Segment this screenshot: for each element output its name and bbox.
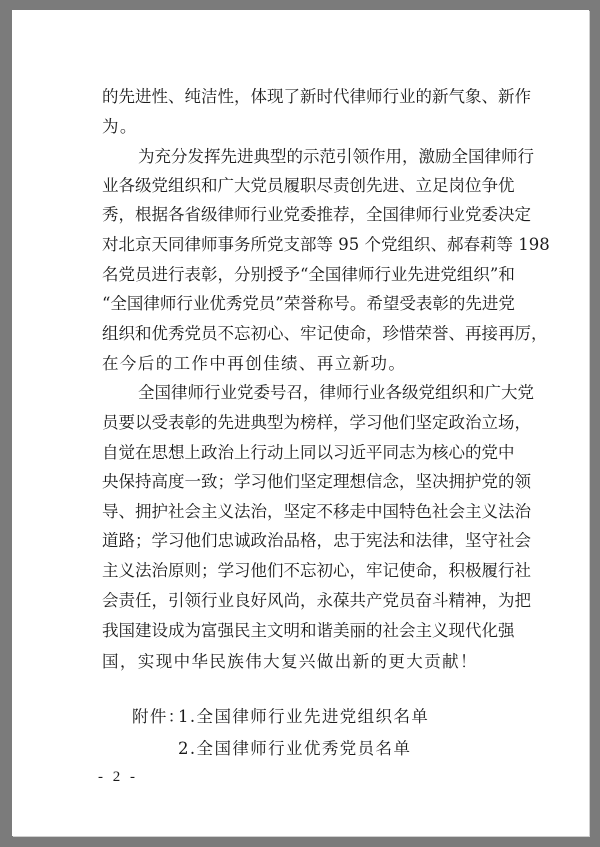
text-line: 在今后的工作中再创佳绩、再立新功。 [102, 354, 407, 373]
document-page [12, 10, 589, 836]
page-number: - 2 - [98, 769, 138, 785]
text-line: 央保持高度一致；学习他们坚定理想信念，坚决拥护党的领 [102, 472, 531, 491]
text-line: 国，实现中华民族伟大复兴做出新的更大贡献！ [102, 652, 478, 671]
text-line: 名党员进行表彰，分别授予“全国律师行业先进党组织”和 [102, 265, 515, 284]
text-line: 会责任，引领行业良好风尚，永葆共产党员奋斗精神，为把 [102, 591, 531, 610]
text-line: 员要以受表彰的先进典型为榜样，学习他们坚定政治立场， [102, 413, 531, 432]
text-line: 为。 [102, 117, 138, 136]
text-line: 秀，根据各省级律师行业党委推荐，全国律师行业党委决定 [102, 205, 531, 224]
text-line: 为充分发挥先进典型的示范引领作用，激励全国律师行 [138, 147, 534, 166]
text-line: 组织和优秀党员不忘初心、牢记使命，珍惜荣誉、再接再厉， [102, 324, 548, 343]
text-line: 全国律师行业党委号召，律师行业各级党组织和广大党 [138, 383, 534, 402]
text-line: 业各级党组织和广大党员履职尽责创先进、立足岗位争优 [102, 176, 515, 195]
attachment-item: 1.全国律师行业先进党组织名单 [178, 707, 430, 726]
attachment-item: 2.全国律师行业优秀党员名单 [178, 739, 412, 758]
text-line: 导、拥护社会主义法治，坚定不移走中国特色社会主义法治 [102, 502, 531, 521]
text-line: 我国建设成为富强民主文明和谐美丽的社会主义现代化强 [102, 621, 515, 640]
attachments-label: 附件： [132, 707, 186, 726]
text-line: 自觉在思想上政治上行动上同以习近平同志为核心的党中 [102, 443, 515, 462]
text-line: “全国律师行业优秀党员”荣誉称号。希望受表彰的先进党 [102, 294, 515, 313]
text-line: 对北京天同律师事务所党支部等 95 个党组织、郝春莉等 198 [102, 235, 550, 254]
text-line: 道路；学习他们忠诚政治品格，忠于宪法和法律，坚守社会 [102, 531, 531, 550]
text-line: 的先进性、纯洁性，体现了新时代律师行业的新气象、新作 [102, 87, 531, 106]
text-line: 主义法治原则；学习他们不忘初心，牢记使命，积极履行社 [102, 561, 531, 580]
